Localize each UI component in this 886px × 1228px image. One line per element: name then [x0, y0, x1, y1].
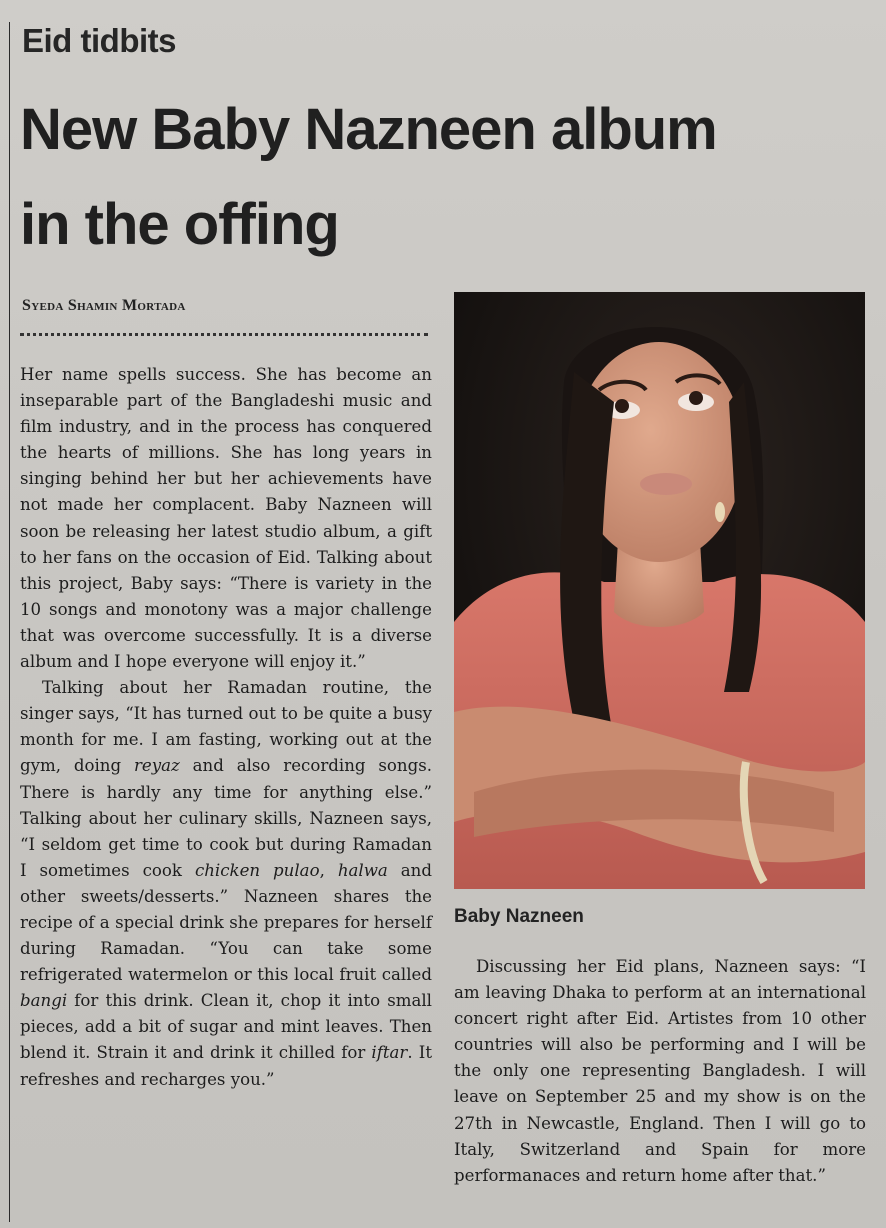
- section-kicker: Eid tidbits: [22, 22, 176, 59]
- column-rule: [9, 22, 10, 1222]
- p2-term-chicken-pulao: chicken pulao: [194, 860, 320, 880]
- headline: [20, 82, 880, 272]
- p2-text-d: and other sweets/desserts.” Nazneen shares the recipe of a special drink she prepares for herself during Ramadan. “You can take some refrigerated watermelon or this local fruit called: [20, 860, 432, 985]
- dotted-divider: [20, 333, 428, 336]
- p2-text-e: for this drink. Clean it, chop it into small pieces, add a bit of sugar and mint leaves. Then blend it. Strain it and drink it chilled for: [20, 991, 432, 1063]
- portrait-photo: [454, 292, 865, 889]
- byline: Syeda Shamin Mortada: [22, 297, 186, 314]
- headline-line-1: New Baby Nazneen album: [20, 97, 717, 162]
- paragraph-2: [20, 675, 432, 1093]
- headline-line-2: in the offing: [20, 192, 339, 257]
- paragraph-3: Discussing her Eid plans, Nazneen says: “I am leaving Dhaka to perform at an international concert right after Eid. Artistes from 10 other countries will also be performing and I will be the only one representing Bangladesh. I will leave on September 25 and my show is on the 27th in Newcastle, England. Then I will go to Italy, Switzerland and Spain for more performanaces and return home after that.”: [454, 957, 866, 1185]
- p2-term-bangi: bangi: [20, 991, 68, 1011]
- portrait-illustration: [454, 292, 865, 889]
- p2-term-halwa: halwa: [337, 860, 388, 880]
- p2-text-c: ,: [319, 860, 338, 880]
- p2-term-iftar: iftar: [371, 1043, 408, 1063]
- photo-caption: Baby Nazneen: [454, 906, 584, 927]
- p2-text-a: Talking about her Ramadan routine, the singer says, “It has turned out to be quite a busy month for me. I am fasting, working out at the gym, doing: [20, 678, 432, 776]
- p2-term-reyaz: reyaz: [134, 756, 180, 776]
- paragraph-1: Her name spells success. She has become an inseparable part of the Bangladeshi music and film industry, and in the process has conquered the hearts of millions. She has long years in singing behind her but her achievements have not made her complacent. Baby Nazneen will soon be releasing her latest studio album, a gift to her fans on the occasion of Eid. Talking about this project, Baby says: “There is variety in the 10 songs and monotony was a major challenge that was overcome successfully. It is a diverse album and I hope everyone will enjoy it.”: [20, 365, 432, 672]
- p2-text-b: and also recording songs. There is hardly any time for anything else.” Talking about her culinary skills, Nazneen says, “I seldom get time to cook but during Ramadan I sometimes cook: [20, 756, 432, 880]
- p2-text-f: . It refreshes and recharges you.”: [20, 1043, 432, 1089]
- article-left-column: [20, 362, 432, 1093]
- article-right-column: [454, 954, 866, 1189]
